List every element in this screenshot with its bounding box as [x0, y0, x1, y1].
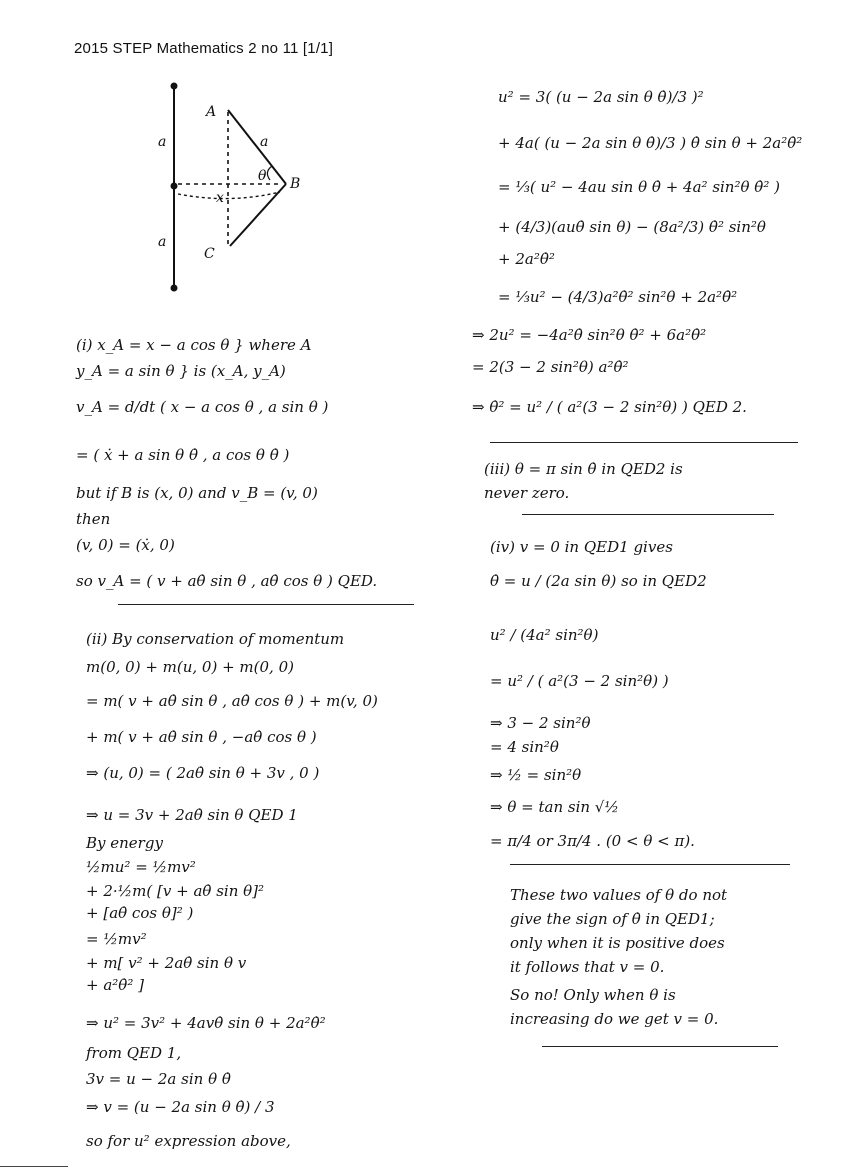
right-line: = π/4 or 3π/4 . (0 < θ < π).: [490, 832, 695, 850]
left-line: so for u² expression above,: [86, 1132, 291, 1150]
footer-rule: [0, 1166, 68, 1167]
x-arrow: [178, 192, 280, 199]
right-line: only when it is positive does: [510, 934, 725, 952]
right-line: u² = 3( (u − 2a sin θ θ̇)/3 )²: [498, 88, 704, 106]
right-line: = ⅓u² − (4/3)a²θ̇² sin²θ + 2a²θ̇²: [498, 288, 738, 306]
left-line: then: [76, 510, 111, 528]
right-line: (iv) v = 0 in QED1 gives: [490, 538, 673, 556]
left-line: + m( v + aθ̇ sin θ , −aθ̇ cos θ ): [86, 728, 317, 746]
left-line: m(0, 0) + m(u, 0) + m(0, 0): [86, 658, 294, 676]
right-line: So no! Only when θ is: [510, 986, 676, 1004]
left-line: (ii) By conservation of momentum: [86, 630, 345, 648]
section-divider: [542, 1046, 778, 1047]
left-line: from QED 1,: [86, 1044, 182, 1062]
left-line: = m( v + aθ̇ sin θ , aθ̇ cos θ ) + m(v, 0): [86, 692, 378, 710]
left-line: + m[ v² + 2aθ̇ sin θ v: [86, 954, 247, 972]
left-line: (v, 0) = (ẋ, 0): [76, 536, 175, 554]
label-a-top: a: [260, 134, 269, 150]
right-line: ⇒ θ = tan sin √½: [490, 798, 619, 816]
right-line: ⇒ 3 − 2 sin²θ: [490, 714, 591, 732]
top-particle: [171, 83, 178, 90]
right-line: increasing do we get v = 0.: [510, 1010, 719, 1028]
left-line: so v_A = ( v + aθ̇ sin θ , aθ̇ cos θ ) QED.: [76, 572, 378, 590]
rod-diagram: [130, 76, 310, 306]
bottom-particle: [171, 285, 178, 292]
left-line: 3v = u − 2a sin θ θ̇: [86, 1070, 231, 1088]
left-line: but if B is (x, 0) and v_B = (v, 0): [76, 484, 318, 502]
left-line: y_A = a sin θ } is (x_A, y_A): [76, 362, 286, 380]
left-line: = ( ẋ + a sin θ θ̇ , a cos θ θ̇ ): [76, 446, 290, 464]
left-line: By energy: [86, 834, 163, 852]
right-line: + 4a( (u − 2a sin θ θ̇)/3 ) θ̇ sin θ + 2a²θ̇²: [498, 134, 803, 152]
left-line: ⇒ v = (u − 2a sin θ θ̇) / 3: [86, 1098, 275, 1116]
rod-ab: [228, 110, 286, 184]
left-line: ½mu² = ½mv²: [86, 858, 196, 876]
right-line: (iii) θ = π sin θ̇ in QED2 is: [484, 460, 683, 478]
right-line: + 2a²θ̇²: [498, 250, 555, 268]
label-theta: θ: [258, 168, 267, 184]
label-a-bottom: a: [158, 234, 167, 250]
label-a-rod: a: [158, 134, 167, 150]
left-line: (i) x_A = x − a cos θ } where A: [76, 336, 312, 354]
label-c-point: C: [204, 246, 215, 262]
right-line: give the sign of θ̇ in QED1;: [510, 910, 715, 928]
section-divider: [510, 864, 790, 865]
right-line: ⇒ 2u² = −4a²θ̇ sin²θ θ̇² + 6a²θ̇²: [472, 326, 707, 344]
label-a-point: A: [206, 104, 217, 120]
left-line: v_A = d/dt ( x − a cos θ , a sin θ ): [76, 398, 329, 416]
section-divider: [490, 442, 798, 443]
right-line: u² / (4a² sin²θ): [490, 626, 599, 644]
right-line: + (4/3)(auθ̇ sin θ) − (8a²/3) θ̇² sin²θ: [498, 218, 766, 236]
rod-bc: [230, 184, 286, 246]
left-line: + [aθ̇ cos θ]² ): [86, 904, 194, 922]
right-line: it follows that v = 0.: [510, 958, 665, 976]
middle-particle: [171, 183, 178, 190]
left-line: ⇒ u = 3v + 2aθ̇ sin θ QED 1: [86, 806, 298, 824]
right-line: never zero.: [484, 484, 570, 502]
left-line: ⇒ u² = 3v² + 4avθ̇ sin θ + 2a²θ̇²: [86, 1014, 326, 1032]
theta-arc: [267, 166, 272, 180]
left-line: + a²θ̇² ]: [86, 976, 144, 994]
section-divider: [118, 604, 414, 605]
left-line: ⇒ (u, 0) = ( 2aθ̇ sin θ + 3v , 0 ): [86, 764, 320, 782]
right-line: θ̇ = u / (2a sin θ) so in QED2: [490, 572, 707, 590]
section-divider: [522, 514, 774, 515]
right-line: = 4 sin²θ: [490, 738, 559, 756]
label-b-point: B: [290, 176, 301, 192]
page-title: 2015 STEP Mathematics 2 no 11 [1/1]: [74, 40, 334, 57]
right-line: = 2(3 − 2 sin²θ) a²θ̇²: [472, 358, 629, 376]
right-line: ⇒ θ̇² = u² / ( a²(3 − 2 sin²θ) ) QED 2.: [472, 398, 747, 416]
left-line: = ½mv²: [86, 930, 147, 948]
right-line: ⇒ ½ = sin²θ: [490, 766, 582, 784]
label-x: x: [216, 190, 224, 206]
right-line: = ⅓( u² − 4au sin θ θ̇ + 4a² sin²θ θ̇² ): [498, 178, 780, 196]
right-line: These two values of θ do not: [510, 886, 728, 904]
left-line: + 2·½m( [v + aθ̇ sin θ]²: [86, 882, 265, 900]
right-line: = u² / ( a²(3 − 2 sin²θ) ): [490, 672, 669, 690]
